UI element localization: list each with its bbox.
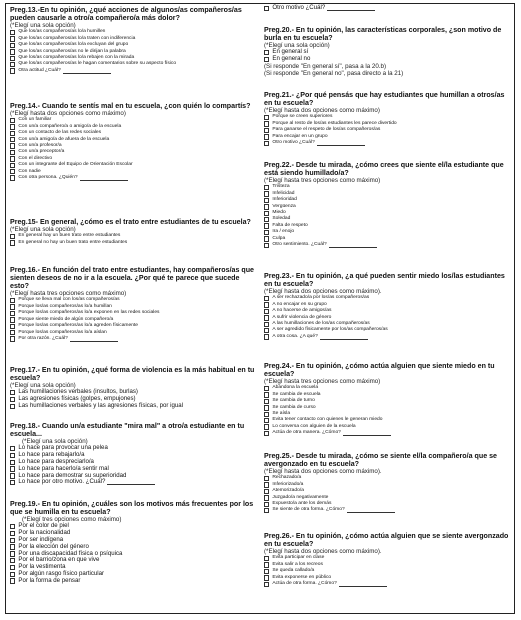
checkbox[interactable] [264, 134, 269, 139]
question-instruction: (*Elegí hasta tres opciones como máximo) [264, 378, 381, 386]
checkbox[interactable] [10, 460, 15, 465]
option[interactable]: En general hay un buen trato entre estudiantes [10, 233, 256, 239]
checkbox[interactable] [264, 191, 269, 196]
option[interactable]: Las humillaciones verbales y las agresiones físicas, por igual [10, 403, 256, 410]
question-17 [10, 366, 256, 410]
question-title: Preg.19.- En tu opinión, ¿cuáles son los motivos más frecuentes por los que se humilla en tu escuela? [10, 500, 254, 517]
question-instruction: (*Elegí una sola opción) [10, 22, 76, 30]
option[interactable]: Se queda callado/a [264, 568, 510, 574]
option[interactable]: Que los/as compañeros/as lo/a traten con indiferencia [10, 36, 256, 42]
option[interactable]: Que los/as compañeros/as lo/a rebajen con la mirada [10, 55, 256, 61]
checkbox[interactable] [264, 296, 269, 301]
checkbox[interactable] [264, 115, 269, 120]
option[interactable]: Miedo [264, 210, 510, 216]
checkbox[interactable] [264, 223, 269, 228]
question-title: Preg.13.-En tu opinión, ¿qué acciones de algunos/as compañeros/as pueden causarle a otro/a compañero/a más dolor? [10, 6, 242, 23]
option[interactable]: Para ganarse el respeto de los/as compañeros/as [264, 127, 510, 133]
question-instruction: (*Elegí una sola opción) [10, 382, 76, 390]
checkbox[interactable] [10, 330, 15, 335]
option[interactable]: Porque siente miedo de algún compañero/a [10, 317, 256, 323]
checkbox[interactable] [264, 424, 269, 429]
checkbox[interactable] [10, 578, 15, 583]
question-24 [264, 362, 510, 437]
checkbox[interactable] [264, 495, 269, 500]
checkbox[interactable] [264, 230, 269, 235]
checkbox[interactable] [264, 476, 269, 481]
option[interactable]: Con un integrante del Equipo de Orientación Escolar [10, 162, 256, 168]
question-19 [10, 500, 256, 585]
question-instruction: (*Elegí una sola opción) [264, 42, 330, 50]
question-instruction: (*Elegí una sola opción) [10, 226, 76, 234]
question-instruction: (*Elegí hasta dos opciones como máximo) [264, 107, 380, 115]
question-20 [264, 26, 510, 77]
option[interactable]: Evita tener contacto con quienes le generan miedo [264, 417, 510, 423]
checkbox[interactable] [10, 156, 15, 161]
checkbox[interactable] [10, 68, 15, 73]
checkbox[interactable] [10, 163, 15, 168]
question-instruction: (*Elegí hasta dos opciones como máximo). [264, 468, 382, 476]
checkbox[interactable] [264, 418, 269, 423]
checkbox[interactable] [264, 489, 269, 494]
option[interactable]: A las humillaciones de los/as compañeros/as [264, 321, 510, 327]
checkbox[interactable] [10, 565, 15, 570]
option[interactable]: Se cambia de curso [264, 405, 510, 411]
checkbox[interactable] [10, 311, 15, 316]
option[interactable]: Con un/a preceptor/a [10, 149, 256, 155]
checkbox[interactable] [264, 309, 269, 314]
option[interactable]: Que los/as compañeros/as lo/a excluyan del grupo [10, 42, 256, 48]
checkbox[interactable] [264, 315, 269, 320]
checkbox[interactable] [10, 538, 15, 543]
option[interactable]: Las humillaciones verbales (insultos, burlas) [10, 389, 256, 396]
checkbox[interactable] [264, 141, 269, 146]
checkbox[interactable] [264, 386, 269, 391]
option[interactable]: Con un/a profesor/a [10, 143, 256, 149]
option[interactable]: A no hacerse de amigos/as [264, 308, 510, 314]
checkbox[interactable] [264, 217, 269, 222]
checkbox[interactable] [10, 234, 15, 239]
option[interactable]: Por algún rasgo físico particular [10, 571, 256, 578]
answer-line[interactable] [327, 6, 375, 11]
checkbox[interactable] [264, 211, 269, 216]
option[interactable]: Por el color de piel [10, 523, 256, 530]
option[interactable]: Las agresiones físicas (golpes, empujones) [10, 396, 256, 403]
checkbox[interactable] [10, 298, 15, 303]
skip-note: (Si responde "En general no", pasa directo a la 21) [264, 70, 404, 78]
option[interactable]: Se aísla [264, 411, 510, 417]
option[interactable]: Porque se lleva mal con los/as compañeros/as [10, 297, 256, 303]
checkbox[interactable] [10, 62, 15, 67]
answer-line[interactable] [343, 431, 391, 436]
checkbox[interactable] [10, 390, 15, 395]
option[interactable]: Juzgado/a negativamente [264, 495, 510, 501]
option[interactable]: Soledad [264, 216, 510, 222]
checkbox[interactable] [10, 397, 15, 402]
option[interactable]: Por una discapacidad física o psíquica [10, 551, 256, 558]
checkbox[interactable] [10, 531, 15, 536]
option[interactable]: Lo hace para demostrar su superioridad [10, 473, 256, 480]
checkbox[interactable] [10, 30, 15, 35]
question-title: Preg.20.- En tu opinión, las características corporales, ¿son motivo de burla en tu escuela? [264, 26, 502, 43]
option[interactable]: Ira / enojo [264, 229, 510, 235]
checkbox[interactable] [10, 49, 15, 54]
option[interactable]: Con el directivo [10, 156, 256, 162]
option[interactable]: Lo hace por otro motivo. ¿Cuál? [10, 479, 256, 486]
checkbox[interactable] [264, 399, 269, 404]
checkbox[interactable] [10, 524, 15, 529]
checkbox[interactable] [10, 551, 15, 556]
survey-page [5, 3, 515, 614]
checkbox[interactable] [10, 404, 15, 409]
answer-line[interactable] [329, 243, 377, 248]
question-instruction: (*Elegí tres opciones como máximo) [22, 516, 122, 524]
option[interactable]: Lo hace para hacerlo/a sentir mal [10, 466, 256, 473]
checkbox[interactable] [264, 569, 269, 574]
checkbox[interactable] [264, 334, 269, 339]
option[interactable]: Evita exponerse en público [264, 575, 510, 581]
checkbox[interactable] [10, 544, 15, 549]
option[interactable]: Por la nacionalidad [10, 530, 256, 537]
checkbox[interactable] [264, 302, 269, 307]
checkbox[interactable] [264, 392, 269, 397]
option[interactable]: Actúa de otra manera. ¿Cómo? [264, 430, 510, 436]
checkbox[interactable] [10, 36, 15, 41]
option[interactable]: Vergüenza [264, 204, 510, 210]
checkbox[interactable] [10, 175, 15, 180]
option[interactable]: Atemorizado/a [264, 488, 510, 494]
checkbox[interactable] [10, 466, 15, 471]
question-18 [10, 422, 256, 486]
option[interactable]: Inferioridad [264, 197, 510, 203]
option[interactable]: Con un/a compañero/a o amigo/a de la escuela [10, 124, 256, 130]
question-title: Preg.24.- En tu opinión, ¿cómo actúa alguien que siente miedo en tu escuela? [264, 362, 495, 379]
option[interactable]: Otra actitud ¿Cuál? [10, 68, 256, 74]
checkbox[interactable] [10, 453, 15, 458]
answer-line[interactable] [339, 582, 387, 587]
option[interactable]: A otra cosa. ¿A qué? [264, 334, 510, 340]
option[interactable]: Que los/as compañeros/as lo/a humillen [10, 29, 256, 35]
option[interactable]: Falta de respeto [264, 223, 510, 229]
question-title: Preg.25.- Desde tu mirada, ¿cómo se siente el/la compañero/a que se avergonzado en tu escuela? [264, 452, 497, 469]
option[interactable]: Por la vestimenta [10, 564, 256, 571]
option[interactable]: Rechazado/a [264, 475, 510, 481]
option[interactable]: Abandona la escuela [264, 385, 510, 391]
option[interactable]: Culpa [264, 236, 510, 242]
option[interactable]: Lo hace para provocar una pelea [10, 445, 256, 452]
question-22 [264, 161, 510, 248]
option[interactable]: Otro motivo ¿Cuál? [264, 140, 510, 146]
option[interactable]: Lo conversa con alguien de la escuela [264, 424, 510, 430]
option[interactable]: Expuesto/a ante los demás [264, 501, 510, 507]
checkbox[interactable] [264, 128, 269, 133]
option[interactable]: Porque se creen superiores [264, 114, 510, 120]
option[interactable]: Con un contacto de las redes sociales [10, 130, 256, 136]
option[interactable]: Porque los/as compañeros/as lo/a exponen en las redes sociales [10, 310, 256, 316]
checkbox[interactable] [264, 204, 269, 209]
option[interactable]: Con nadie [10, 169, 256, 175]
checkbox[interactable] [10, 240, 15, 245]
checkbox[interactable] [264, 243, 269, 248]
checkbox[interactable] [264, 57, 269, 62]
question-title: Preg.14.- Cuando te sentís mal en tu escuela, ¿con quién lo compartís? [10, 102, 251, 110]
question-instruction: (*Elegí hasta dos opciones como máximo) [10, 110, 126, 118]
option[interactable]: Otro motivo ¿Cuál? [264, 5, 510, 12]
option[interactable]: A sufrir violencia de género [264, 315, 510, 321]
answer-line[interactable] [107, 480, 155, 485]
checkbox[interactable] [264, 405, 269, 410]
option[interactable]: Evita salir a los recreos [264, 562, 510, 568]
checkbox[interactable] [264, 556, 269, 561]
option[interactable]: En general no [264, 56, 510, 63]
option[interactable]: Se cambia de turno [264, 398, 510, 404]
checkbox[interactable] [264, 121, 269, 126]
option[interactable]: A ser rechazado/a por los/as compañeros/as [264, 295, 510, 301]
option[interactable]: Por la forma de pensar [10, 578, 256, 585]
answer-line[interactable] [63, 69, 111, 74]
question-15 [10, 218, 256, 246]
checkbox[interactable] [264, 50, 269, 55]
option[interactable]: A ser agredido físicamente por los/as compañeros/as [264, 327, 510, 333]
checkbox[interactable] [10, 446, 15, 451]
checkbox[interactable] [10, 317, 15, 322]
question-instruction: (*Elegí hasta tres opciones como máximo) [10, 290, 127, 298]
question-instruction: (*Elegí hasta dos opciones como máximo). [264, 548, 382, 556]
option[interactable]: A no encajar en su grupo [264, 302, 510, 308]
question-26 [264, 532, 510, 587]
question-25 [264, 452, 510, 514]
checkbox[interactable] [264, 575, 269, 580]
option[interactable]: Por ser indígena [10, 537, 256, 544]
checkbox[interactable] [264, 502, 269, 507]
checkbox[interactable] [264, 562, 269, 567]
answer-line[interactable] [347, 508, 395, 513]
option[interactable]: Con un/a amigo/a de afuera de la escuela [10, 137, 256, 143]
question-16 [10, 266, 256, 342]
checkbox[interactable] [10, 56, 15, 61]
question-instruction: (*Elegí hasta tres opciones como máximo) [264, 177, 381, 185]
answer-line[interactable] [70, 337, 118, 342]
question-instruction: (*Elegí una sola opción) [22, 438, 88, 446]
question-21 [264, 91, 510, 146]
option[interactable]: En general sí [264, 49, 510, 56]
option[interactable]: Por otra razón. ¿Cuál? [10, 336, 256, 342]
question-19-continued [264, 5, 510, 12]
checkbox[interactable] [264, 582, 269, 587]
question-title: Preg.17.- En tu opinión, ¿qué forma de violencia es la más habitual en tu escuela? [10, 366, 255, 383]
question-title: Preg.23.- En tu opinión, ¿a qué pueden sentir miedo los/las estudiantes en tu escuela? [264, 272, 505, 289]
checkbox[interactable] [264, 412, 269, 417]
checkbox[interactable] [10, 131, 15, 136]
checkbox[interactable] [10, 150, 15, 155]
option[interactable]: Lo hace para rebajarlo/a [10, 452, 256, 459]
checkbox[interactable] [10, 43, 15, 48]
checkbox[interactable] [10, 137, 15, 142]
option[interactable]: Actúa de otra forma. ¿Cómo? [264, 581, 510, 587]
option[interactable]: Por la elección del género [10, 544, 256, 551]
question-title: Preg.15- En general, ¿cómo es el trato entre estudiantes de tu escuela? [10, 218, 251, 226]
checkbox[interactable] [264, 328, 269, 333]
option[interactable]: En general no hay un buen trato entre estudiantes [10, 240, 256, 246]
answer-line[interactable] [320, 335, 368, 340]
option[interactable]: Para encajar en un grupo [264, 134, 510, 140]
option[interactable]: Con otra persona. ¿Quién? [10, 175, 256, 181]
checkbox[interactable] [10, 118, 15, 123]
question-14 [10, 102, 256, 181]
checkbox[interactable] [10, 572, 15, 577]
skip-note: (Si responde "En general sí", pasa a la 20.b) [264, 62, 387, 70]
option[interactable]: Que los/as compañeros/as le hagan comentarios sobre su aspecto físico [10, 61, 256, 67]
question-title: Preg.21.- ¿Por qué pensás que hay estudiantes que humillan a otros/as en tu escuela? [264, 91, 505, 108]
question-23 [264, 272, 510, 340]
checkbox[interactable] [264, 6, 269, 11]
checkbox[interactable] [10, 473, 15, 478]
checkbox[interactable] [264, 322, 269, 327]
checkbox[interactable] [264, 431, 269, 436]
option[interactable]: Por el barrio/zona en que vive [10, 557, 256, 564]
checkbox[interactable] [10, 124, 15, 129]
checkbox[interactable] [10, 558, 15, 563]
option[interactable]: Otro sentimiento. ¿Cuál? [264, 242, 510, 248]
question-13 [10, 6, 256, 74]
checkbox[interactable] [10, 143, 15, 148]
checkbox[interactable] [10, 304, 15, 309]
checkbox[interactable] [264, 185, 269, 190]
checkbox[interactable] [264, 508, 269, 513]
question-title: Preg.26.- En tu opinión, ¿cómo actúa alguien que se siente avergonzado en tu escuela? [264, 532, 509, 549]
checkbox[interactable] [264, 236, 269, 241]
question-title: Preg.18.- Cuando un/a estudiante "mira mal" a otro/a estudiante en tu escuela... [10, 422, 245, 439]
question-title: Preg.22.- Desde tu mirada, ¿cómo crees que siente el/la estudiante que está siendo humillado/a? [264, 161, 504, 178]
option[interactable]: Infelicidad [264, 191, 510, 197]
checkbox[interactable] [264, 198, 269, 203]
checkbox[interactable] [10, 336, 15, 341]
question-title: Preg.16.- En función del trato entre estudiantes, hay compañeros/as que sienten deseos de no ir a la escuela. ¿Por qué te parece que sucede esto? [10, 266, 255, 291]
option[interactable]: Porque los/as compañeros/as lo/a aíslan [10, 330, 256, 336]
checkbox[interactable] [10, 169, 15, 174]
option[interactable]: Porque los/as compañeros/as lo/a humillan [10, 304, 256, 310]
option[interactable]: Porque al resto de los/as estudiantes les parece divertido [264, 121, 510, 127]
checkbox[interactable] [10, 324, 15, 329]
checkbox[interactable] [10, 480, 15, 485]
option[interactable]: Porque los/as compañeros/as lo/a agreden físicamente [10, 323, 256, 329]
option[interactable]: Con un familiar [10, 117, 256, 123]
option[interactable]: Se siente de otra forma. ¿Cómo? [264, 507, 510, 513]
checkbox[interactable] [264, 482, 269, 487]
option[interactable]: Se cambia de escuela [264, 392, 510, 398]
answer-line[interactable] [80, 176, 128, 181]
question-instruction: (*Elegí hasta dos opciones como máximo). [264, 288, 382, 296]
option[interactable]: Que los/as compañeros/as no le dirijan la palabra [10, 49, 256, 55]
option[interactable]: Evita participar en clase [264, 555, 510, 561]
option[interactable]: Inferiorizado/a [264, 482, 510, 488]
option[interactable]: Lo hace para despreciarlo/a [10, 459, 256, 466]
answer-line[interactable] [317, 141, 365, 146]
option[interactable]: Tristeza [264, 184, 510, 190]
